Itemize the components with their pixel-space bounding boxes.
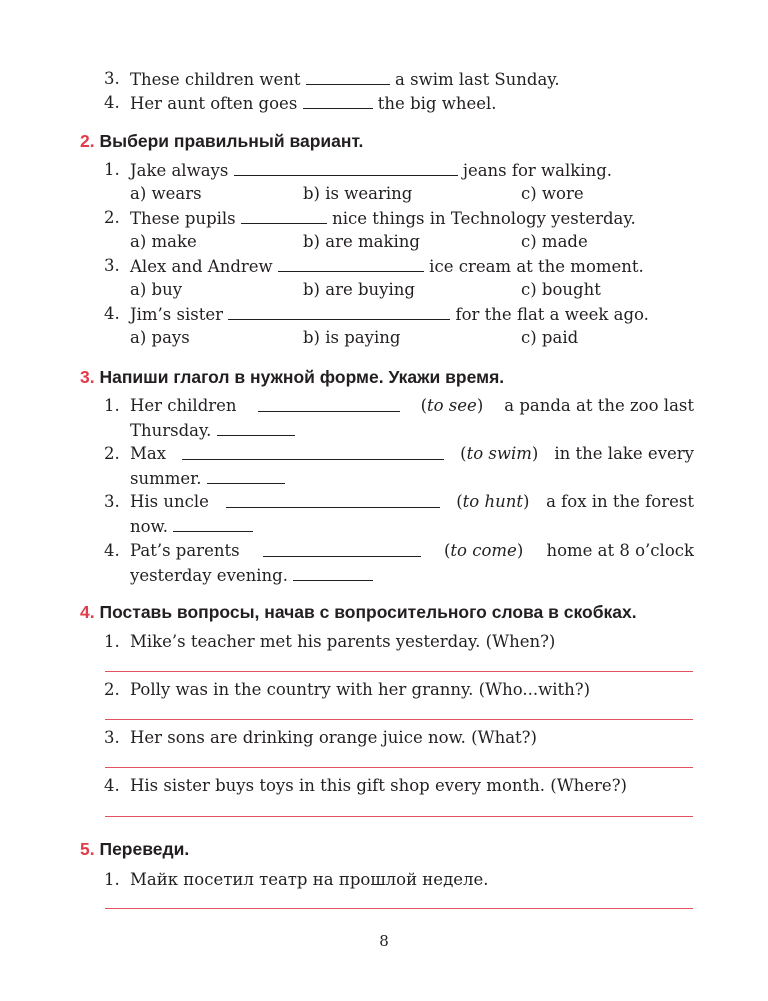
top-item-4 (0, 92, 768, 114)
option-b[interactable]: b) is paying (303, 328, 401, 347)
exercise-number: 5. (80, 839, 95, 859)
answer-blank[interactable] (234, 159, 458, 176)
option-b[interactable]: b) are buying (303, 280, 415, 299)
answer-line[interactable] (105, 767, 693, 768)
ex3-item-3-cont (0, 515, 768, 537)
ex2-item-1 (0, 159, 768, 181)
answer-blank[interactable] (258, 395, 400, 412)
ex3-item-1 (0, 395, 768, 417)
item-text: Her sons are drinking orange juice now. (What?) (130, 728, 537, 747)
ex3-item-1-cont (0, 419, 768, 441)
item-number: 4. (104, 776, 120, 795)
item-subject: Her children (130, 396, 237, 415)
exercise-4-heading (80, 600, 637, 624)
top-item-3 (0, 68, 768, 90)
page-number: 8 (379, 932, 389, 950)
option-c[interactable]: c) paid (521, 328, 579, 347)
verb-hint: (to swim) (460, 444, 539, 463)
option-c[interactable]: c) bought (521, 280, 601, 299)
exercise-5-heading (80, 837, 189, 861)
item-subject: Pat’s parents (130, 541, 240, 560)
item-text-cont: yesterday evening. (130, 564, 373, 587)
item-text: Polly was in the country with her granny. (Who...with?) (130, 680, 591, 699)
item-text (130, 443, 694, 465)
answer-blank[interactable] (278, 255, 424, 272)
exercise-number: 3. (80, 367, 95, 387)
item-number: 3. (104, 728, 120, 747)
answer-blank[interactable] (306, 68, 390, 85)
tense-blank[interactable] (173, 515, 253, 532)
tense-blank[interactable] (293, 564, 373, 581)
item-number: 1. (104, 632, 120, 651)
item-text (130, 491, 694, 513)
item-text: Alex and Andrew ice cream at the moment. (130, 257, 644, 276)
tense-blank[interactable] (217, 419, 295, 436)
ex3-item-2 (0, 443, 768, 465)
item-number: 1. (104, 870, 120, 889)
option-a[interactable]: a) make (130, 232, 197, 251)
ex2-item-2 (0, 207, 768, 229)
exercise-2-heading (80, 129, 363, 153)
answer-blank[interactable] (226, 491, 440, 508)
item-number: 3. (104, 69, 120, 88)
ex2-options-4 (0, 327, 768, 349)
exercise-number: 2. (80, 131, 95, 151)
answer-line[interactable] (105, 671, 693, 672)
ex2-options-1 (0, 183, 768, 205)
answer-blank[interactable] (263, 540, 421, 557)
item-text: Mike’s teacher met his parents yesterday. (When?) (130, 632, 556, 651)
ex3-item-4 (0, 540, 768, 562)
item-text: Jake always jeans for walking. (130, 161, 613, 180)
ex3-item-4-cont (0, 564, 768, 586)
ex2-item-3 (0, 255, 768, 277)
exercise-title: Поставь вопросы, начав с вопросительного слова в скобках. (99, 602, 637, 622)
item-number: 4. (104, 93, 120, 112)
ex4-item-1 (0, 631, 768, 653)
option-a[interactable]: a) wears (130, 184, 202, 203)
option-c[interactable]: c) wore (521, 184, 584, 203)
ex4-item-4 (0, 775, 768, 797)
option-c[interactable]: c) made (521, 232, 588, 251)
item-number: 3. (104, 256, 120, 275)
exercise-number: 4. (80, 602, 95, 622)
item-number: 1. (104, 396, 120, 415)
tense-blank[interactable] (207, 467, 285, 484)
answer-blank[interactable] (303, 92, 373, 109)
exercise-title: Переведи. (99, 839, 190, 859)
option-a[interactable]: a) buy (130, 280, 183, 299)
item-text: These pupils nice things in Technology yesterday. (130, 209, 636, 228)
item-number: 4. (104, 541, 120, 560)
option-b[interactable]: b) are making (303, 232, 420, 251)
item-text: These children went a swim last Sunday. (130, 70, 560, 89)
verb-hint: (to see) (420, 396, 484, 415)
item-rest: a panda at the zoo last (504, 396, 694, 415)
item-text-cont: Thursday. (130, 419, 295, 442)
item-number: 4. (104, 304, 120, 323)
item-text: Jim’s sister for the flat a week ago. (130, 305, 649, 324)
item-number: 2. (104, 680, 120, 699)
exercise-3-heading (80, 365, 504, 389)
ex2-options-3 (0, 279, 768, 301)
answer-blank[interactable] (228, 303, 450, 320)
answer-line[interactable] (105, 719, 693, 720)
item-text: Her aunt often goes the big wheel. (130, 94, 497, 113)
item-text: Майк посетил театр на прошлой неделе. (130, 870, 489, 889)
item-number: 3. (104, 492, 120, 511)
answer-line[interactable] (105, 908, 693, 909)
item-text-cont: now. (130, 515, 253, 538)
verb-hint: (to hunt) (456, 492, 530, 511)
answer-blank[interactable] (182, 443, 444, 460)
ex3-item-2-cont (0, 467, 768, 489)
ex3-item-3 (0, 491, 768, 513)
ex2-item-4 (0, 303, 768, 325)
item-text-cont: summer. (130, 467, 285, 490)
exercise-title: Напиши глагол в нужной форме. Укажи время. (99, 367, 505, 387)
answer-line[interactable] (105, 816, 693, 817)
ex4-item-3 (0, 727, 768, 749)
exercise-title: Выбери правильный вариант. (99, 131, 364, 151)
option-a[interactable]: a) pays (130, 328, 190, 347)
option-b[interactable]: b) is wearing (303, 184, 413, 203)
item-rest: a fox in the forest (546, 492, 694, 511)
item-subject: His uncle (130, 492, 209, 511)
item-number: 2. (104, 208, 120, 227)
ex5-item-1 (0, 869, 768, 891)
item-text: His sister buys toys in this gift shop every month. (Where?) (130, 776, 627, 795)
answer-blank[interactable] (241, 207, 327, 224)
item-rest: in the lake every (554, 444, 694, 463)
item-text (130, 540, 694, 562)
item-rest: home at 8 o’clock (546, 541, 694, 560)
item-text (130, 395, 694, 417)
item-number: 1. (104, 160, 120, 179)
item-subject: Max (130, 444, 167, 463)
ex2-options-2 (0, 231, 768, 253)
ex4-item-2 (0, 679, 768, 701)
verb-hint: (to come) (443, 541, 524, 560)
item-number: 2. (104, 444, 120, 463)
